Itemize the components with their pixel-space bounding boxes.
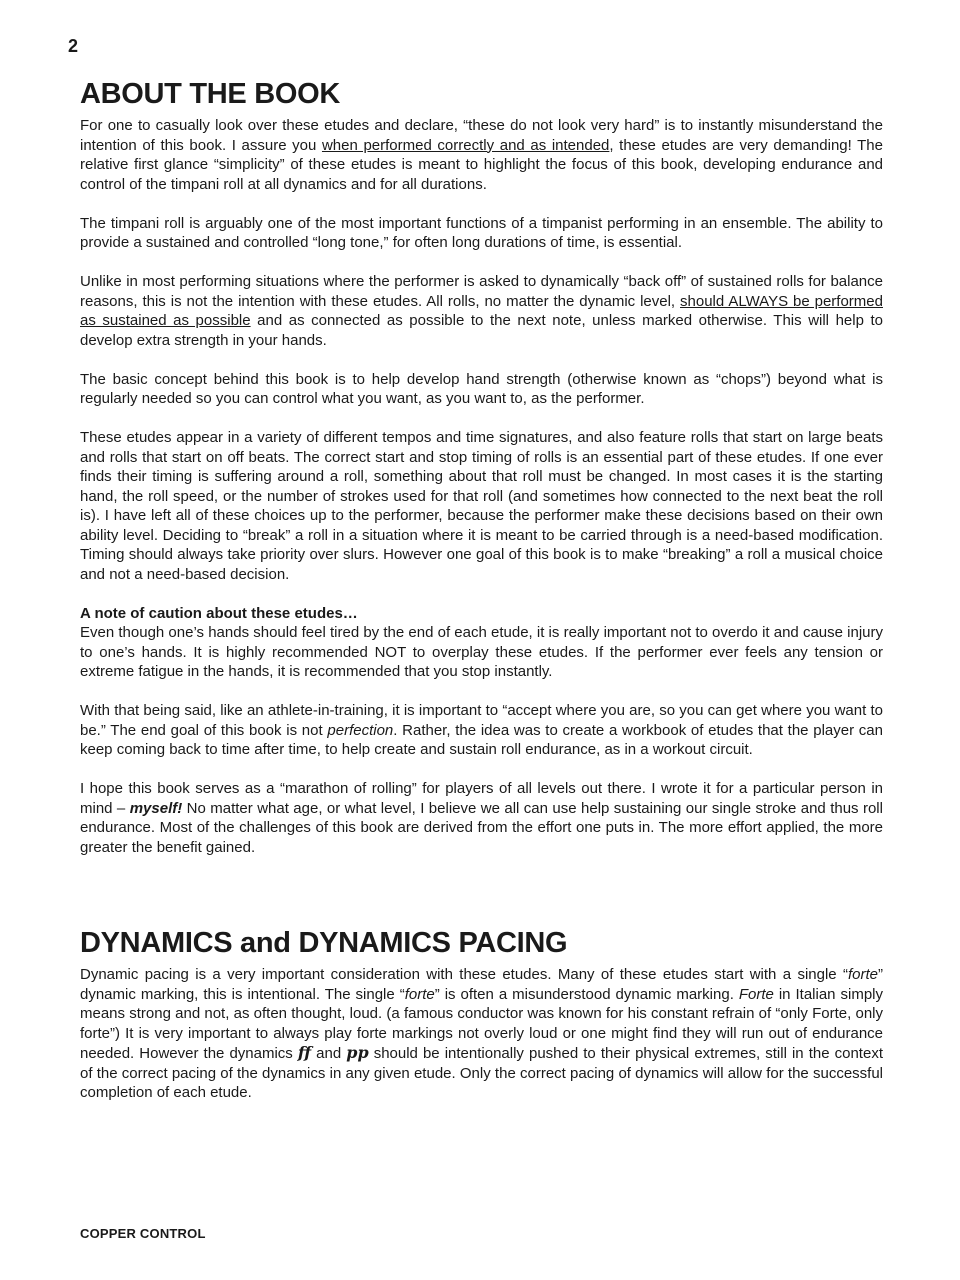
dynamic-marking-pp: pp — [346, 1043, 369, 1062]
dynamic-marking-ff: ff — [297, 1043, 312, 1062]
footer-book-title: COPPER CONTROL — [80, 1226, 206, 1241]
text-run: and as connected as possible to the next note, unless marked otherwise. This will help to develop extra strength in your hands. — [80, 312, 883, 349]
text-run: ” dynamic marking, this is intentional. The single “ — [80, 966, 883, 1003]
text-run: Dynamic pacing is a very important consideration with these etudes. Many of these etudes start with a single “ — [80, 966, 848, 983]
text-run: I hope this book serves as a “marathon of rolling” for players of all levels out there. I wrote it for a particular person in mind – — [80, 780, 883, 817]
section-title-about: ABOUT THE BOOK — [80, 78, 341, 110]
text-run: Unlike in most performing situations where the performer is asked to dynamically “back off” of sustained rolls for balance reasons, this is not the intention with these etudes. All rolls, no matter the dynamic level, — [80, 273, 883, 310]
text-run: ” is often a misunderstood dynamic marking. — [434, 985, 739, 1003]
italic-text: forte — [404, 985, 435, 1003]
text-run: With that being said, like an athlete-in-training, it is important to “accept where you are, so you can get where you want to be.” The end goal of this book is not — [80, 702, 883, 739]
underlined-text: when performed correctly and as intended — [321, 136, 610, 154]
text-run: in Italian simply means strong and not, as often thought, loud. (a famous conductor was known for his constant refrain of “only Forte, only forte”) It is very important to always play forte markings not overly loud or one might find they will run out of endurance needed. However the dynamics — [80, 985, 883, 1062]
text-run: For one to casually look over these etudes and declare, “these do not look very hard” is to instantly misunderstand the intention of this book. I assure you — [80, 117, 883, 154]
dynamics-paragraph-1 — [80, 965, 883, 1103]
text-run: should be intentionally pushed to their physical extremes, still in the context of the correct pacing of the dynamics in any given etude. Only the correct pacing of dynamics will allow for the successful completion of each etude. — [80, 1045, 883, 1101]
about-paragraph-1 — [80, 116, 883, 194]
about-paragraph-2: The timpani roll is arguably one of the most important functions of a timpanist performing in an ensemble. The ability to provide a sustained and controlled “long tone,” for often long durations of time, is essential. — [80, 214, 883, 251]
page-number: 2 — [68, 36, 79, 56]
about-paragraph-8 — [80, 779, 883, 857]
about-paragraph-6: Even though one’s hands should feel tired by the end of each etude, it is really important not to overdo it and cause injury to one’s hands. It is highly recommended NOT to overplay these etudes. If the performer ever feels any tension or extreme fatigue in the hands, it is recommended that you stop instantly. — [80, 624, 883, 680]
section-title-dynamics: DYNAMICS and DYNAMICS PACING — [80, 927, 568, 959]
text-run: , these etudes are very demanding! The relative first glance “simplicity” of these etudes is meant to highlight the focus of this book, developing endurance and control of the timpani roll at all dynamics and for all durations. — [80, 136, 883, 193]
italic-text: perfection — [327, 721, 394, 739]
underlined-text: should ALWAYS be performed as sustained as possible — [80, 292, 883, 329]
about-paragraph-5: These etudes appear in a variety of different tempos and time signatures, and also feature rolls that start on large beats and rolls that start on off beats. The correct start and stop timing of rolls is an essential part of these etudes. If one ever finds their timing is suffering around a roll, something about that roll must be changed. In most cases it is the starting hand, the roll speed, or the number of strokes used for that roll (and sometimes how connected to the next beat the roll is). I have left all of these choices up to the performer, because the performer make these decisions based on their own ability level. Deciding to “break” a roll in a situation where it is meant to be carried through is a need-based modification. Timing should always take priority over slurs. However one goal of this book is to make “breaking” a roll a musical choice and not a need-based decision. — [80, 429, 883, 583]
about-paragraph-3 — [80, 272, 883, 350]
page-content — [80, 72, 883, 1103]
italic-text: forte — [847, 966, 878, 983]
caution-heading: A note of caution about these etudes… — [80, 604, 358, 622]
bold-italic-text: myself! — [129, 799, 183, 817]
text-run: and — [311, 1045, 347, 1062]
text-run: No matter what age, or what level, I believe we all can use help sustaining our single stroke and thus roll endurance. Most of the challenges of this book are derived from the effort one puts in. The more effort applied, the more greater the benefit gained. — [80, 799, 883, 856]
about-paragraph-7 — [80, 701, 883, 760]
italic-text: Forte — [738, 985, 774, 1003]
text-run: . Rather, the idea was to create a workbook of etudes that the player can keep coming back to time after time, to help create and sustain roll endurance, as in a workout circuit. — [80, 721, 883, 758]
about-paragraph-4: The basic concept behind this book is to help develop hand strength (otherwise known as “chops”) beyond what is regularly needed so you can control what you want, as you want to, as the performer. — [80, 370, 883, 407]
